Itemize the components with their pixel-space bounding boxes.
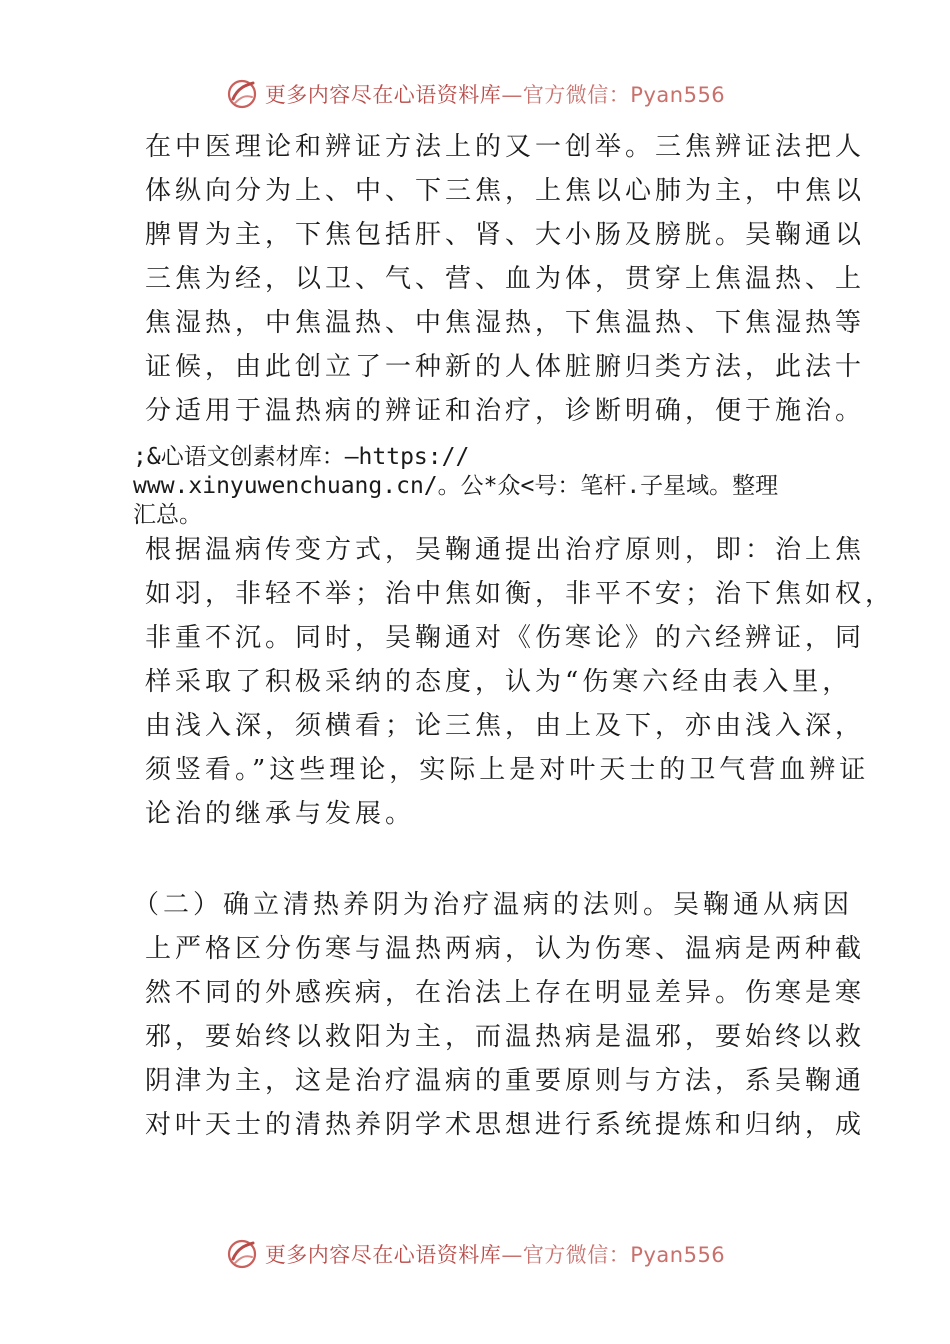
text-line: 对叶天士的清热养阴学术思想进行系统提炼和归纳，成 xyxy=(145,1110,866,1140)
text-line: 在中医理论和辨证方法上的又一创举。三焦辨证法把人 xyxy=(145,132,866,162)
text-line: 由浅入深，须横看；论三焦，由上及下，亦由浅入深， xyxy=(145,711,866,741)
banner-wechat: —官方微信：Pyan556 xyxy=(501,1243,726,1267)
text-line: 然不同的外感疾病，在治法上存在明显差异。伤寒是寒 xyxy=(145,978,866,1008)
text-line: 论治的继承与发展。 xyxy=(145,799,416,829)
text-line: （二）确立清热养阴为治疗温病的法则。吴鞠通从病因 xyxy=(133,890,854,920)
footer-banner xyxy=(0,1234,950,1274)
banner-wechat: —官方微信：Pyan556 xyxy=(501,83,726,107)
paragraph-1 xyxy=(145,125,866,433)
paragraph-3 xyxy=(133,883,866,1147)
text-line: 脾胃为主，下焦包括肝、肾、大小肠及膀胱。吴鞠通以 xyxy=(145,220,866,250)
text-line: 须竖看。”这些理论，实际上是对叶天士的卫气营血辨证 xyxy=(145,755,870,785)
seal-logo-icon xyxy=(225,77,259,111)
header-banner xyxy=(0,74,950,114)
source-line: 汇总。 xyxy=(133,502,202,528)
text-line: 三焦为经，以卫、气、营、血为体，贯穿上焦温热、上 xyxy=(145,264,866,294)
text-line: 体纵向分为上、中、下三焦，上焦以心肺为主，中焦以 xyxy=(145,176,866,206)
text-line: 阴津为主，这是治疗温病的重要原则与方法，系吴鞠通 xyxy=(145,1066,866,1096)
banner-title: 更多内容尽在心语资料库 xyxy=(264,83,502,107)
text-line: 如羽，非轻不举；治中焦如衡，非平不安；治下焦如权， xyxy=(145,579,896,609)
source-line: www.xinyuwenchuang.cn/。公*众<号：笔杆.子星域。整理 xyxy=(133,473,779,499)
text-line: 证候，由此创立了一种新的人体脏腑归类方法，此法十 xyxy=(145,352,866,382)
text-line: 上严格区分伤寒与温热两病，认为伤寒、温病是两种截 xyxy=(145,934,866,964)
text-line: 根据温病传变方式，吴鞠通提出治疗原则，即：治上焦 xyxy=(145,535,866,565)
text-line: 非重不沉。同时，吴鞠通对《伤寒论》的六经辨证，同 xyxy=(145,623,866,653)
paragraph-2 xyxy=(145,528,896,836)
seal-logo-icon xyxy=(225,1237,259,1271)
source-line: ;&心语文创素材库：—https:// xyxy=(133,444,470,470)
text-line: 分适用于温热病的辨证和治疗，诊断明确，便于施治。 xyxy=(145,396,866,426)
text-line: 样采取了积极采纳的态度，认为“伤寒六经由表入里， xyxy=(145,667,853,697)
text-line: 邪，要始终以救阳为主，而温热病是温邪，要始终以救 xyxy=(145,1022,866,1052)
banner-title: 更多内容尽在心语资料库 xyxy=(264,1243,502,1267)
text-line: 焦湿热，中焦温热、中焦湿热，下焦温热、下焦湿热等 xyxy=(145,308,866,338)
source-note xyxy=(133,443,913,530)
